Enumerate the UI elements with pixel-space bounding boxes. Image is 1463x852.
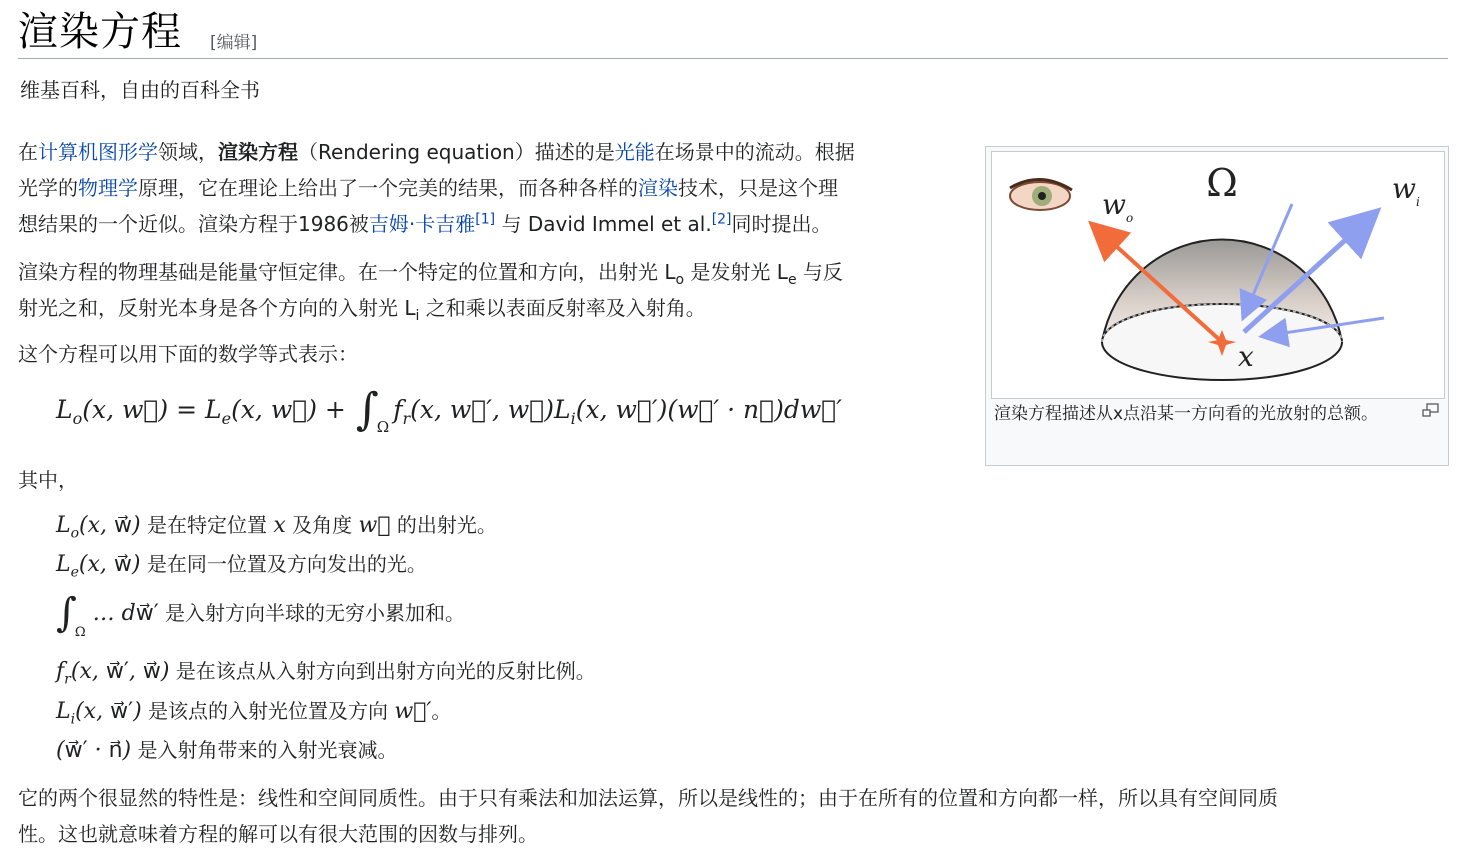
text: 性。这也就意味着方程的解可以有很大范围的因数与排列。 (18, 822, 538, 846)
figure-thumbnail (985, 146, 1449, 466)
link-rendering[interactable]: 渲染 (638, 176, 678, 200)
text: 在场景中的流动。根据 (654, 140, 855, 164)
text: 原理，它在理论上给出了一个完美的结果，而各种各样的 (138, 176, 638, 200)
where-label: 其中， (18, 468, 78, 492)
text: 是发射光 L (684, 260, 788, 284)
text: 在 (18, 140, 38, 164)
text: 与反 (796, 260, 843, 284)
text: 领域， (158, 140, 218, 164)
physics-paragraph (18, 254, 968, 326)
svg-text:wi: $w_i$ (1392, 172, 1420, 209)
text: 渲染方程的物理基础是能量守恒定律。在一个特定的位置和方向，出射光 L (18, 260, 676, 284)
definition-cosine: (w⃗′ · n⃗) 是入射角带来的入射光衰减。 (56, 738, 398, 763)
definition-li: $L_i(x$, w⃗′) 是该点的入射光位置及方向 w⃗′。 (56, 699, 452, 728)
figure-image[interactable] (991, 151, 1445, 399)
text: 技术，只是这个理 (678, 176, 838, 200)
text: （Rendering equation）描述的是 (298, 140, 615, 164)
link-light-energy[interactable]: 光能 (614, 140, 655, 164)
wi-label: w (1392, 172, 1416, 205)
equation-intro: 这个方程可以用下面的数学等式表示： (18, 342, 358, 366)
svg-text:x (1238, 340, 1254, 373)
definition-integral: $\int_\Omega$ … dw⃗′ 是入射方向半球的无穷小累加和。 (56, 590, 466, 640)
closing-paragraph (18, 780, 1448, 852)
hemisphere-diagram (992, 152, 1444, 398)
text: 想结果的一个近似。渲染方程于1986被 (18, 212, 369, 236)
edit-section-link[interactable]: [编辑] (210, 33, 258, 53)
subscript: o (675, 272, 685, 288)
page-heading (18, 4, 1448, 59)
definition-fr: $f_r(x$, w⃗′, w⃗) 是在该点从入射方向到出射方向光的反射比例。 (56, 659, 596, 688)
link-jim-kajiya[interactable]: 吉姆·卡吉雅 (368, 212, 476, 236)
magnify-clip-icon[interactable] (1422, 403, 1440, 417)
subscript: i (415, 308, 420, 324)
subscript: e (787, 272, 797, 288)
intro-paragraph (18, 134, 958, 242)
text: 同时提出。 (731, 212, 832, 236)
reference-1[interactable]: [1] (475, 211, 496, 228)
omega-label: Ω (1206, 161, 1238, 205)
reference-2[interactable]: [2] (711, 211, 732, 228)
link-computer-graphics[interactable]: 计算机图形学 (38, 140, 158, 164)
text: 它的两个很显然的特性是：线性和空间同质性。由于只有乘法和加法运算，所以是线性的；由于在所有的位置和方向都一样，所以具有空间同质 (18, 786, 1278, 810)
site-tagline: 维基百科，自由的百科全书 (20, 78, 260, 102)
x-label: x (1238, 340, 1254, 373)
rendering-equation: $L_o(x$, w⃗) = $L_e(x$, w⃗) + $\int_\Omega f_r(x$, w⃗′, $w⃗)L_i(x$, w⃗′)(w⃗′ · n⃗)dw⃗′ (56, 384, 842, 436)
bold-term: 渲染方程 (218, 140, 298, 164)
text: 射光之和，反射光本身是各个方向的入射光 L (18, 296, 416, 320)
text: 之和乘以表面反射率及入射角。 (419, 296, 706, 320)
text: 与 David Immel et al. (495, 212, 712, 236)
svg-text:Ω (1206, 161, 1238, 205)
link-physics[interactable]: 物理学 (78, 176, 138, 200)
eye-icon (1010, 179, 1072, 210)
text: 光学的 (18, 176, 78, 200)
svg-text:wo: $w_o$ (1102, 188, 1134, 225)
wo-label: w (1102, 188, 1126, 221)
definition-le: $L_e(x$, w⃗) 是在同一位置及方向发出的光。 (56, 552, 427, 581)
page-title: 渲染方程 (18, 9, 182, 55)
definition-lo: $L_o(x$, w⃗) 是在特定位置 x 及角度 w⃗ 的出射光。 (56, 513, 497, 542)
figure-caption: 渲染方程描述从x点沿某一方向看的光放射的总额。 (994, 404, 1379, 424)
